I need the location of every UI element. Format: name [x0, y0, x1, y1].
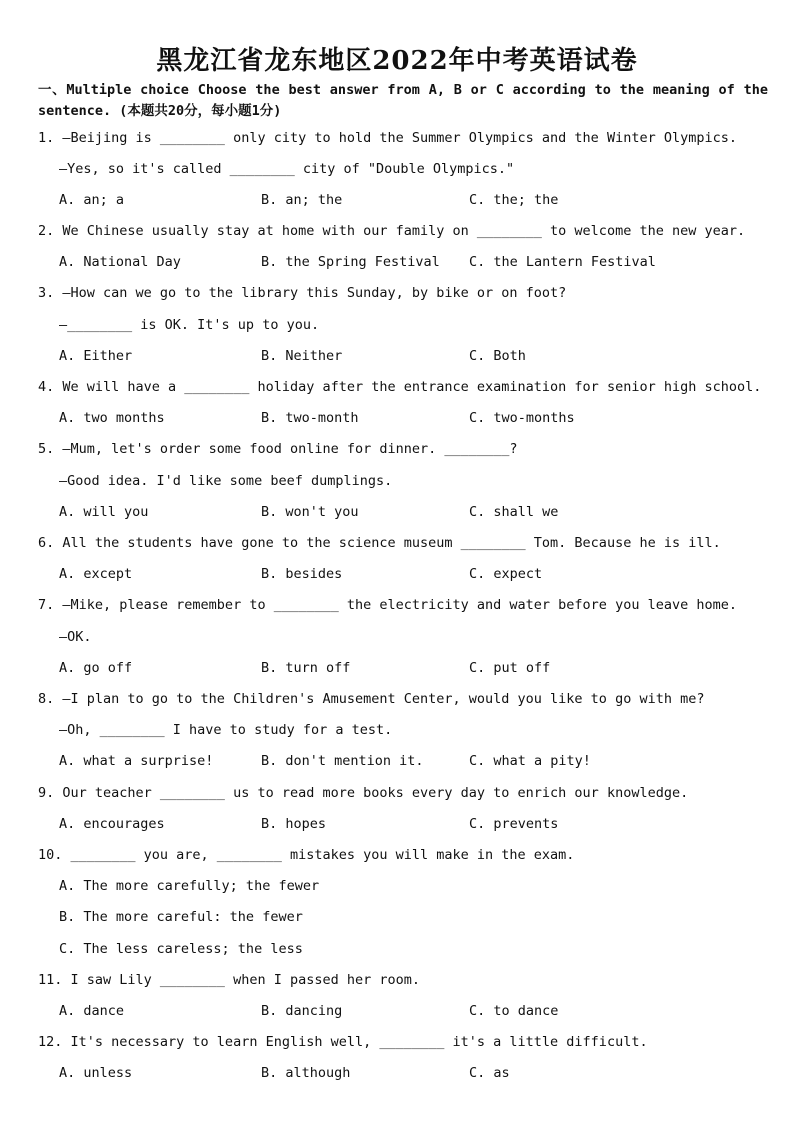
question-8-option-a[interactable]: A. what a surprise! — [59, 753, 214, 769]
question-1-stem: 1. —Beijing is ________ only city to hold the Summer Olympics and the Winter Olympics. — [38, 130, 737, 146]
question-3-stem: 3. —How can we go to the library this Sunday, by bike or on foot? — [38, 285, 567, 301]
question-3-line2: —________ is OK. It's up to you. — [59, 317, 320, 333]
question-4-stem: 4. We will have a ________ holiday after the entrance examination for senior high school. — [38, 379, 762, 395]
question-3-option-b[interactable]: B. Neither — [261, 348, 343, 364]
question-8-option-c[interactable]: C. what a pity! — [469, 753, 591, 769]
question-6-option-b[interactable]: B. besides — [261, 566, 343, 582]
question-11-stem: 11. I saw Lily ________ when I passed her room. — [38, 972, 421, 988]
question-2-option-c[interactable]: C. the Lantern Festival — [469, 254, 656, 270]
question-1-option-a[interactable]: A. an; a — [59, 192, 125, 208]
question-5-stem: 5. —Mum, let's order some food online for dinner. ________? — [38, 441, 518, 457]
question-10-option-a[interactable]: A. The more carefully; the fewer — [59, 878, 320, 894]
question-4-option-b[interactable]: B. two-month — [261, 410, 359, 426]
question-11-option-c[interactable]: C. to dance — [469, 1003, 559, 1019]
question-8-line2: —Oh, ________ I have to study for a test. — [59, 722, 393, 738]
exam-title: 黑龙江省龙东地区2022年中考英语试卷 — [156, 46, 638, 76]
question-7-option-c[interactable]: C. put off — [469, 660, 551, 676]
question-7-option-a[interactable]: A. go off — [59, 660, 133, 676]
question-3-option-c[interactable]: C. Both — [469, 348, 526, 364]
question-4-option-c[interactable]: C. two-months — [469, 410, 575, 426]
question-11-option-b[interactable]: B. dancing — [261, 1003, 343, 1019]
question-12-option-c[interactable]: C. as — [469, 1065, 510, 1081]
question-9-option-b[interactable]: B. hopes — [261, 816, 327, 832]
question-2-stem: 2. We Chinese usually stay at home with our family on ________ to welcome the new year. — [38, 223, 746, 239]
question-3-option-a[interactable]: A. Either — [59, 348, 133, 364]
question-9-stem: 9. Our teacher ________ us to read more books every day to enrich our knowledge. — [38, 785, 689, 801]
question-12-option-b[interactable]: B. although — [261, 1065, 351, 1081]
question-4-option-a[interactable]: A. two months — [59, 410, 165, 426]
question-11-option-a[interactable]: A. dance — [59, 1003, 125, 1019]
section-heading: 一、Multiple choice Choose the best answer from A, B or C according to the meaning of the sentence. (本题共20分，每小题1分) — [38, 82, 768, 119]
question-6-stem: 6. All the students have gone to the science museum ________ Tom. Because he is ill. — [38, 535, 721, 551]
question-2-option-b[interactable]: B. the Spring Festival — [261, 254, 440, 270]
question-9-option-c[interactable]: C. prevents — [469, 816, 559, 832]
question-8-option-b[interactable]: B. don't mention it. — [261, 753, 424, 769]
question-1-option-b[interactable]: B. an; the — [261, 192, 343, 208]
question-12-stem: 12. It's necessary to learn English well, ________ it's a little difficult. — [38, 1034, 648, 1050]
question-5-option-c[interactable]: C. shall we — [469, 504, 559, 520]
question-8-stem: 8. —I plan to go to the Children's Amusement Center, would you like to go with me? — [38, 691, 705, 707]
question-7-option-b[interactable]: B. turn off — [261, 660, 351, 676]
question-2-option-a[interactable]: A. National Day — [59, 254, 181, 270]
question-6-option-c[interactable]: C. expect — [469, 566, 543, 582]
question-5-option-a[interactable]: A. will you — [59, 504, 149, 520]
question-1-line2: —Yes, so it's called ________ city of "Double Olympics." — [59, 161, 515, 177]
question-12-option-a[interactable]: A. unless — [59, 1065, 133, 1081]
question-7-stem: 7. —Mike, please remember to ________ the electricity and water before you leave home. — [38, 597, 737, 613]
question-10-stem: 10. ________ you are, ________ mistakes you will make in the exam. — [38, 847, 575, 863]
question-7-line2: —OK. — [59, 629, 92, 645]
question-5-option-b[interactable]: B. won't you — [261, 504, 359, 520]
question-6-option-a[interactable]: A. except — [59, 566, 133, 582]
question-5-line2: —Good idea. I'd like some beef dumplings. — [59, 473, 393, 489]
question-1-option-c[interactable]: C. the; the — [469, 192, 559, 208]
question-9-option-a[interactable]: A. encourages — [59, 816, 165, 832]
question-10-option-b[interactable]: B. The more careful: the fewer — [59, 909, 303, 925]
question-10-option-c[interactable]: C. The less careless; the less — [59, 941, 303, 957]
